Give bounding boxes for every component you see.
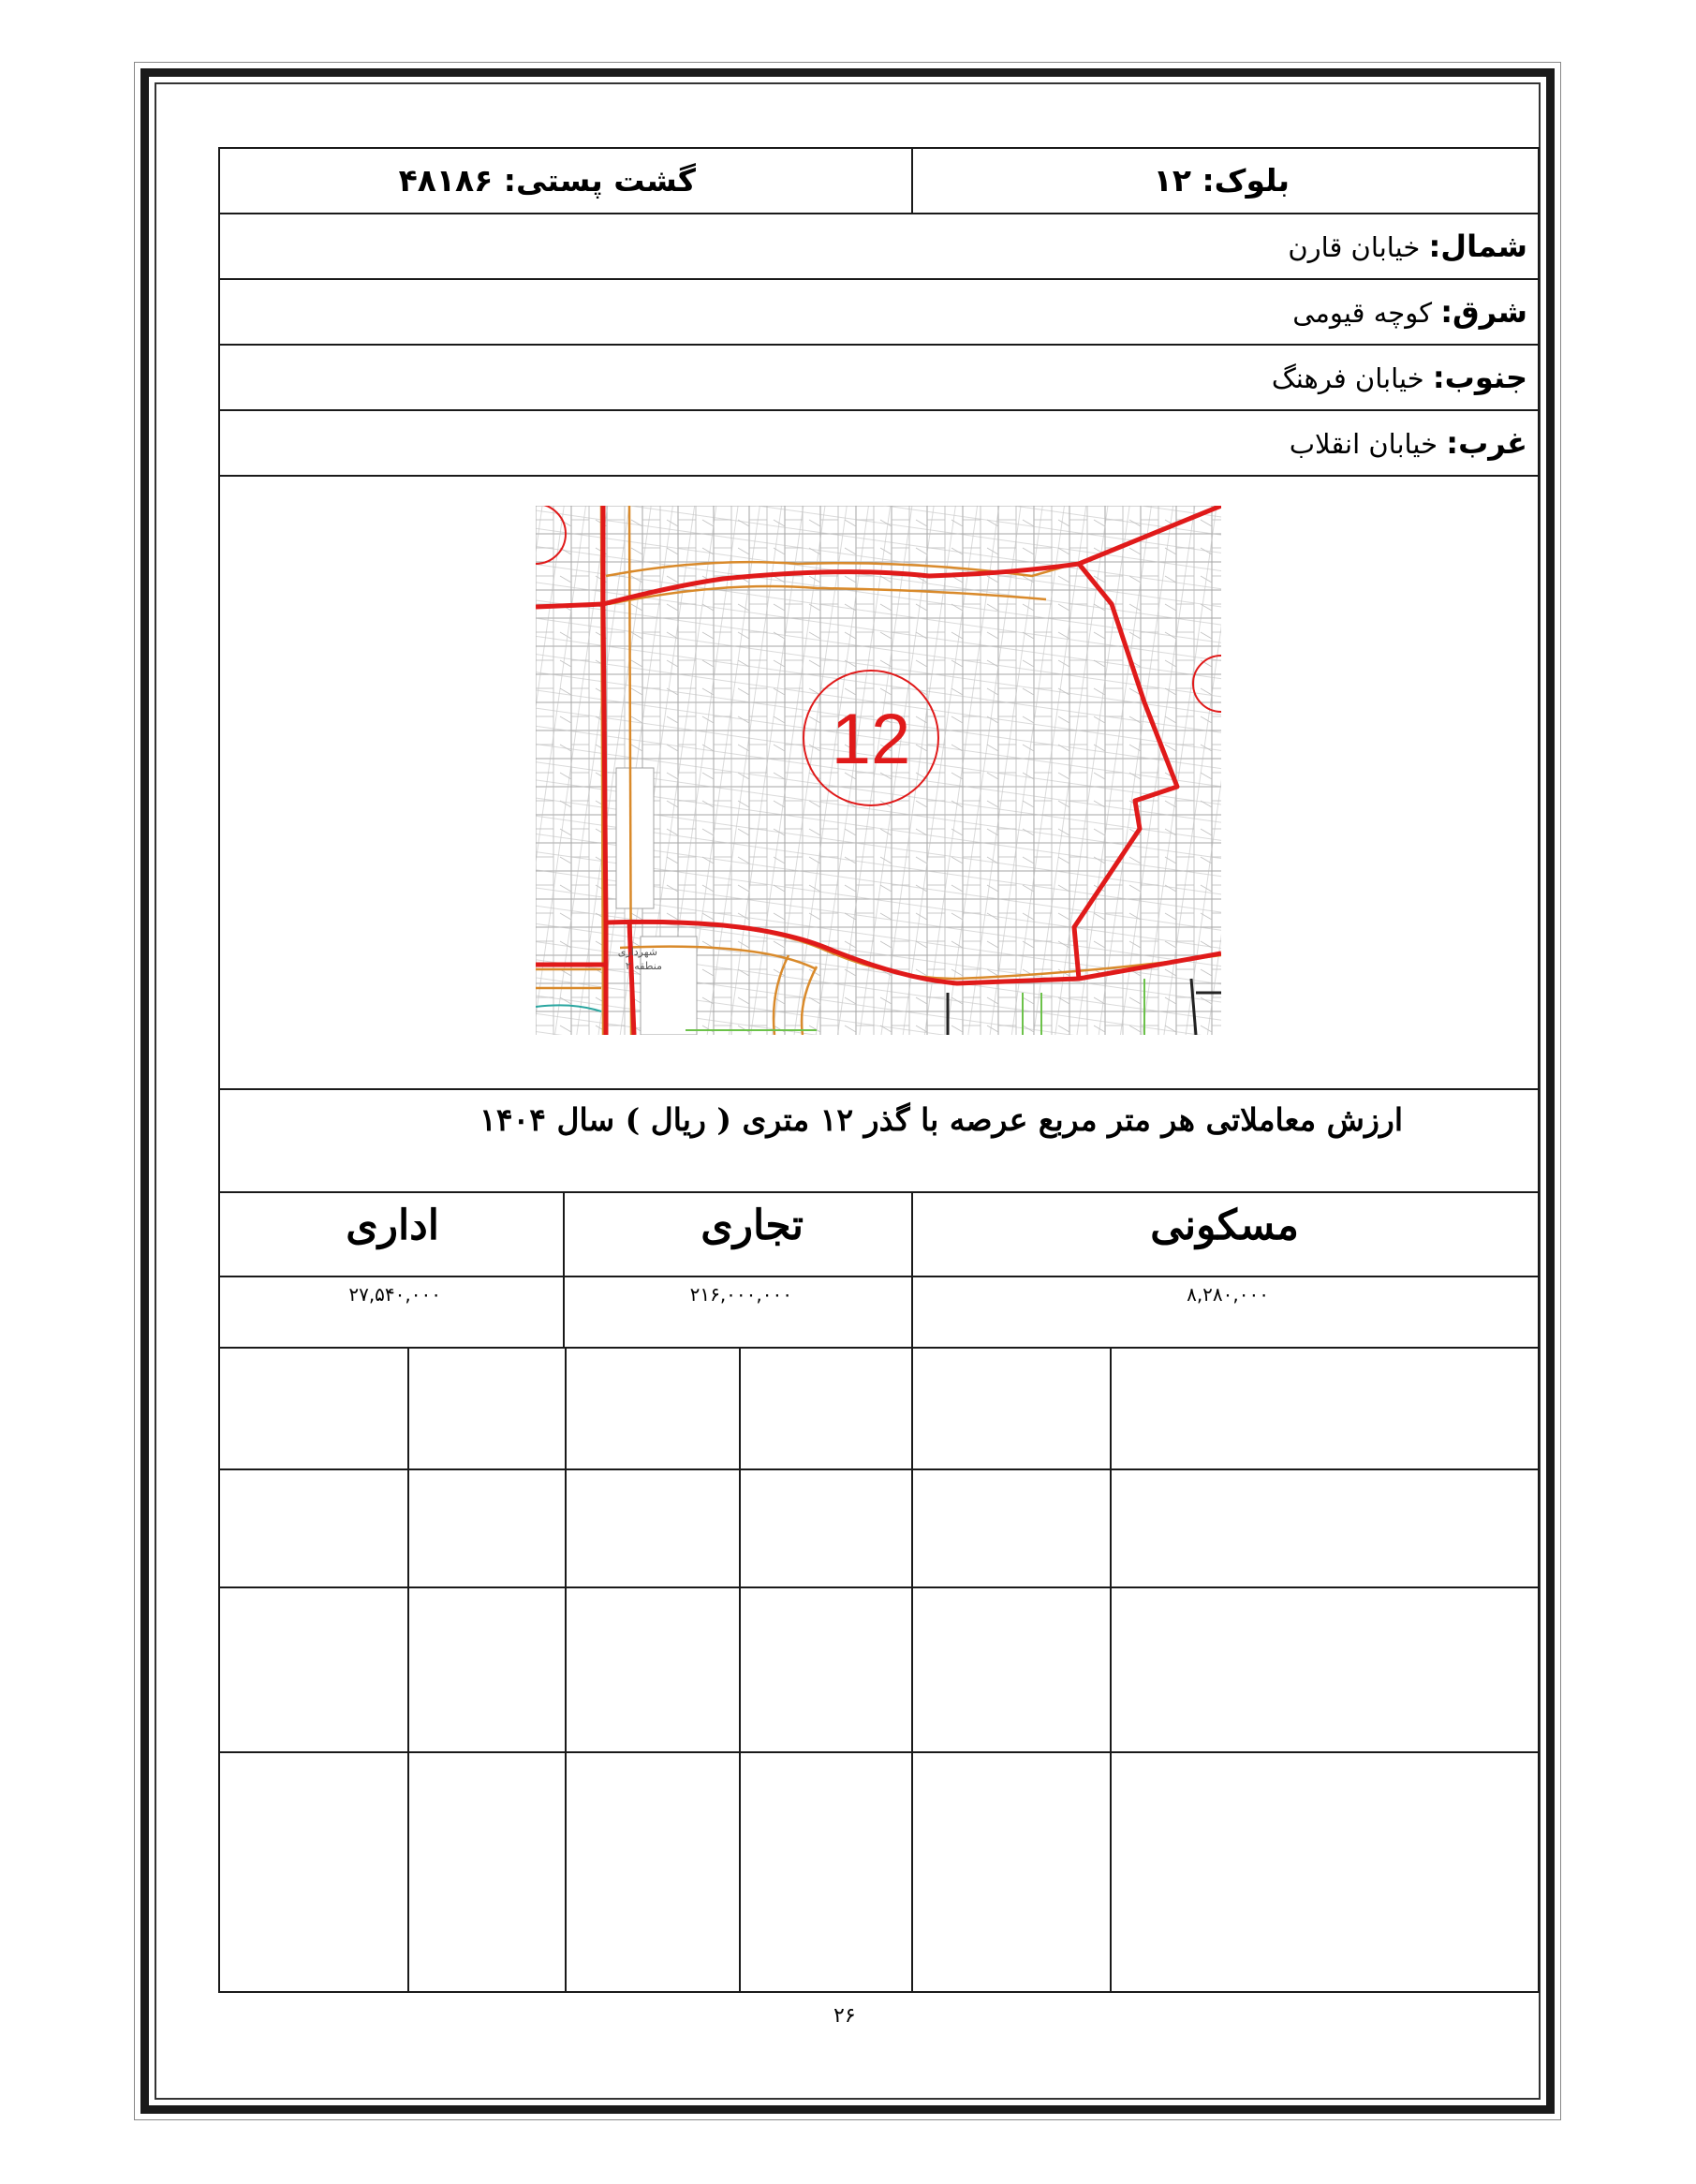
west-value: خیابان انقلاب xyxy=(1289,428,1438,460)
category-office: اداری xyxy=(346,1202,439,1249)
value-table-title: ارزش معاملاتی هر متر مربع عرصه با گذر ۱۲ متری ( ریال ) سال ۱۴۰۴ xyxy=(479,1101,1403,1138)
south-value: خیابان فرهنگ xyxy=(1271,362,1424,394)
value-commercial: ۲۱۶,۰۰۰,۰۰۰ xyxy=(689,1283,792,1306)
category-residential: مسکونی xyxy=(1150,1202,1299,1249)
west-label: غرب: xyxy=(1446,425,1527,461)
block-number-label: بلوک: ۱۲ xyxy=(1153,162,1290,199)
south-label: جنوب: xyxy=(1432,360,1527,395)
north-label: شمال: xyxy=(1428,229,1527,264)
block-number-map-label: 12 xyxy=(831,700,911,779)
value-office: ۲۷,۵۴۰,۰۰۰ xyxy=(348,1283,441,1306)
block-map xyxy=(536,506,1221,1035)
boundary-west xyxy=(1290,425,1527,461)
postal-code-label: گشت پستی: ۴۸۱۸۶ xyxy=(398,162,696,199)
category-commercial: تجاری xyxy=(701,1202,804,1249)
boundary-north xyxy=(1288,229,1527,264)
boundary-east xyxy=(1292,294,1527,330)
boundary-south xyxy=(1272,360,1527,395)
svg-text:شهرداری: شهرداری xyxy=(617,946,657,958)
page-number: ۲۶ xyxy=(833,2004,856,2028)
east-label: شرق: xyxy=(1440,294,1527,330)
value-residential: ۸,۲۸۰,۰۰۰ xyxy=(1187,1283,1269,1306)
svg-text:منطقه ۲: منطقه ۲ xyxy=(625,960,662,972)
east-value: کوچه قیومی xyxy=(1292,297,1432,329)
north-value: خیابان قارن xyxy=(1288,231,1421,263)
